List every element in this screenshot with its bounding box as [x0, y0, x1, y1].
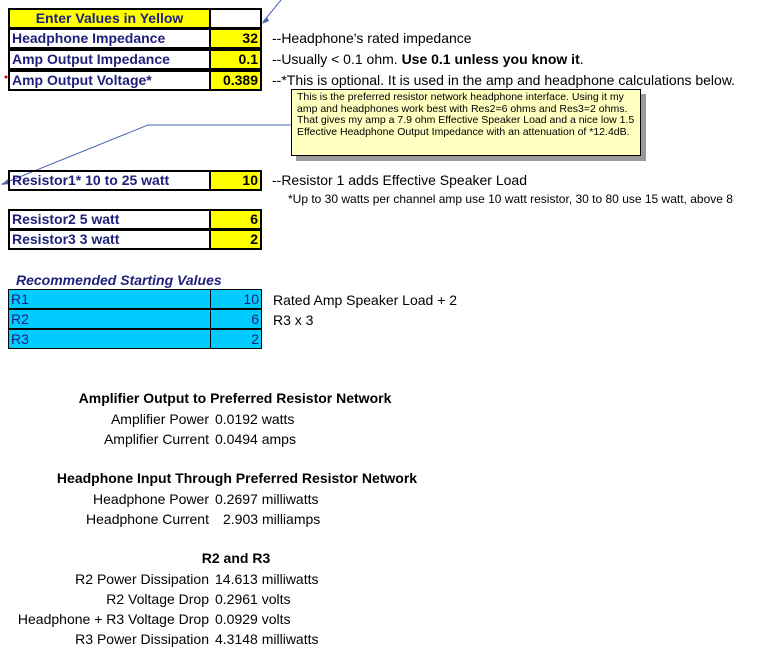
r2-r3-section-title-text: R2 and R3	[201, 550, 271, 566]
recommended-title-text: Recommended Starting Values	[16, 272, 222, 288]
headphone-power-label-text: Headphone Power	[93, 491, 209, 507]
resistor1-note-text: --Resistor 1 adds Effective Speaker Load	[272, 172, 527, 188]
amp-output-impedance-note-end: .	[579, 51, 584, 67]
r2-power-label-text: R2 Power Dissipation	[75, 571, 209, 587]
r2-power-value-text: 14.613	[215, 571, 258, 587]
headphone-power-label	[93, 491, 209, 507]
resistor2-input[interactable]	[209, 209, 262, 230]
headphone-current-value-text: 2.903	[223, 511, 259, 527]
r3-power-label-text: R3 Power Dissipation	[75, 631, 209, 647]
r2-note-text: R3 x 3	[273, 312, 314, 328]
amp-output-impedance-note-text: --Usually < 0.1 ohm.	[272, 51, 402, 67]
recommended-r2-name	[8, 309, 211, 329]
amp-power-label	[111, 411, 209, 427]
headphone-r3-voltage-label-text: Headphone + R3 Voltage Drop	[17, 611, 209, 627]
headphone-r3-voltage-value	[215, 611, 291, 627]
amp-current-label	[104, 431, 209, 447]
r1-note-text: Rated Amp Speaker Load + 2	[273, 292, 458, 308]
r3-power-label	[75, 631, 209, 647]
headphone-input-section-title	[0, 470, 474, 486]
r2-voltage-value-text: 0.2961	[215, 591, 258, 607]
resistor1-label	[8, 170, 211, 191]
resistor3-value: 2	[250, 231, 258, 247]
headphone-impedance-input[interactable]	[209, 28, 262, 49]
headphone-current-label-text: Headphone Current	[86, 511, 209, 527]
arrow-head-header	[262, 17, 269, 24]
amp-power-unit: watts	[261, 411, 295, 427]
amp-output-section-title	[0, 390, 470, 406]
amp-current-value	[215, 431, 296, 447]
resistor1-value: 10	[242, 172, 258, 188]
amp-output-impedance-input[interactable]	[209, 49, 262, 70]
r3-power-unit: milliwatts	[261, 631, 319, 647]
header-empty-cell	[209, 8, 262, 29]
amp-output-impedance-value: 0.1	[238, 51, 258, 67]
amp-output-section-title-text: Amplifier Output to Preferred Resistor Network	[78, 390, 392, 406]
r2-name-text: R2	[11, 311, 29, 327]
cell-comment-text: This is the preferred resistor network headphone interface. Using it my amp and headphones work best with Res2=6 ohms and Res3=2 ohms. That gives my amp a 7.9 ohm Effective Speaker Load and a nice low 1.5 Effective Headphone Output Impedance with an attenuation of *12.4dB.	[297, 91, 635, 138]
recommended-r2-note	[273, 312, 313, 328]
headphone-impedance-note-text: --Headphone's rated impedance	[272, 30, 472, 46]
amp-current-value-text: 0.0494	[215, 431, 258, 447]
resistor2-value: 6	[250, 211, 258, 227]
amp-output-voltage-value: 0.389	[222, 72, 258, 88]
resistor3-input[interactable]	[209, 229, 262, 250]
amp-power-value-text: 0.0192	[215, 411, 258, 427]
headphone-impedance-label	[8, 28, 211, 49]
r2-r3-section-title	[0, 550, 472, 566]
header-title: Enter Values in Yellow	[35, 10, 184, 26]
r1-name-text: R1	[11, 291, 29, 307]
resistor1-note	[272, 172, 527, 188]
headphone-power-value	[215, 491, 319, 507]
r2-voltage-unit: volts	[261, 591, 291, 607]
amp-output-impedance-label-text: Amp Output Impedance	[12, 51, 170, 67]
amp-power-label-text: Amplifier Power	[110, 411, 209, 427]
resistor1-footnote-text: *Up to 30 watts per channel amp use 10 watt resistor, 30 to 80 use 15 watt, above 8	[288, 192, 733, 206]
resistor2-label-text: Resistor2 5 watt	[12, 211, 120, 227]
resistor1-label-text: Resistor1* 10 to 25 watt	[12, 172, 170, 188]
headphone-impedance-note	[272, 30, 472, 46]
resistor1-footnote	[288, 192, 733, 206]
r3-name-text: R3	[11, 331, 29, 347]
amp-output-voltage-label-text: Amp Output Voltage*	[12, 72, 152, 88]
headphone-impedance-label-text: Headphone Impedance	[12, 30, 166, 46]
headphone-impedance-value: 32	[242, 30, 258, 46]
amp-output-voltage-note	[272, 72, 735, 88]
r2-power-unit: milliwatts	[261, 571, 319, 587]
headphone-current-value	[223, 511, 320, 527]
arrow-line-to-header	[263, 0, 281, 22]
r2-power-label	[75, 571, 209, 587]
headphone-power-value-text: 0.2697	[215, 491, 258, 507]
amp-power-value	[215, 411, 294, 427]
recommended-r1-note	[273, 292, 457, 308]
amp-current-label-text: Amplifier Current	[103, 431, 209, 447]
headphone-input-section-title-text: Headphone Input Through Preferred Resistor Network	[56, 470, 418, 486]
amp-output-impedance-label	[8, 49, 211, 70]
r3-value-text: 2	[251, 331, 259, 347]
headphone-current-label	[86, 511, 209, 527]
r2-power-value	[215, 571, 319, 587]
r2-voltage-value	[215, 591, 291, 607]
recommended-r1-name	[8, 289, 211, 309]
headphone-r3-voltage-unit: volts	[261, 611, 291, 627]
recommended-title	[16, 272, 222, 288]
headphone-current-unit: milliamps	[261, 511, 321, 527]
resistor3-label-text: Resistor3 3 watt	[12, 231, 120, 247]
resistor3-label	[8, 229, 211, 250]
cell-comment-tooltip	[291, 89, 641, 156]
amp-output-impedance-note	[272, 51, 584, 67]
header-cell	[8, 8, 211, 29]
resistor1-input[interactable]	[209, 170, 262, 191]
headphone-power-unit: milliwatts	[261, 491, 319, 507]
headphone-r3-voltage-value-text: 0.0929	[215, 611, 258, 627]
amp-current-unit: amps	[261, 431, 296, 447]
r3-power-value-text: 4.3148	[215, 631, 258, 647]
amp-output-voltage-input[interactable]	[209, 70, 262, 91]
r2-value-text: 6	[251, 311, 259, 327]
resistor2-label	[8, 209, 211, 230]
recommended-r3-name	[8, 329, 211, 349]
headphone-r3-voltage-label	[18, 611, 209, 627]
r2-voltage-label	[106, 591, 209, 607]
recommended-r1-value	[210, 289, 262, 309]
recommended-r3-value	[210, 329, 262, 349]
amp-output-impedance-note-bold: Use 0.1 unless you know it	[401, 51, 580, 67]
r2-voltage-label-text: R2 Voltage Drop	[106, 591, 209, 607]
amp-output-voltage-label	[8, 70, 211, 91]
recommended-r2-value	[210, 309, 262, 329]
r3-power-value	[215, 631, 319, 647]
amp-output-voltage-note-text: --*This is optional. It is used in the amp and headphone calculations below.	[272, 72, 736, 88]
r1-value-text: 10	[243, 291, 259, 307]
